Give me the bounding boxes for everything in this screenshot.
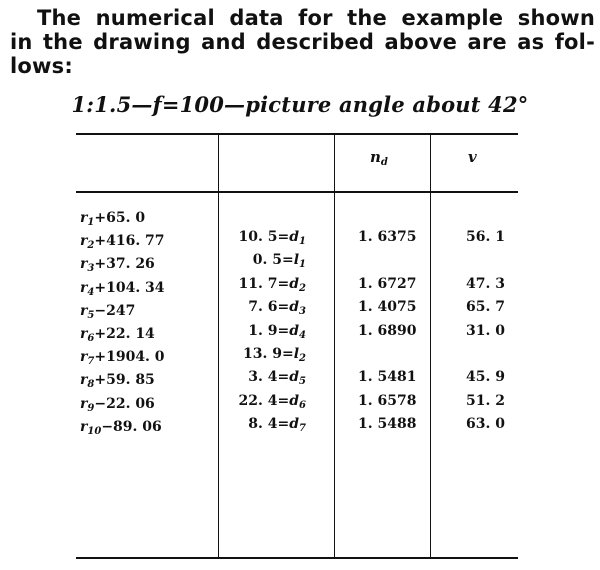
abbe-number-cell: 31. 0	[466, 322, 505, 339]
spacing-symbol: $d_4$	[289, 322, 306, 341]
radius-value: +416. 77	[94, 233, 165, 250]
spacing-subscript: 5	[299, 376, 306, 388]
spacing-value: 13. 9=	[243, 346, 294, 362]
radius-symbol: $r_9$	[80, 395, 95, 414]
header-refractive-index	[370, 148, 388, 166]
abbe-number-cell: 47. 3	[466, 275, 505, 292]
spacing-subscript: 2	[299, 353, 306, 364]
radius-symbol: $r_7$	[80, 349, 95, 368]
refractive-index-cell: 1. 4075	[358, 299, 417, 316]
radius-subscript: 7	[87, 356, 95, 368]
spacing-value: 7. 6=	[248, 299, 290, 316]
radius-symbol: $r_2$	[80, 233, 95, 252]
header-bottom-rule	[76, 191, 518, 193]
spacing-symbol: $l_2$	[293, 346, 306, 364]
radius-cell	[80, 210, 145, 226]
abbe-number-cell: 65. 7	[466, 299, 505, 316]
radius-value: +104. 34	[94, 279, 165, 296]
refractive-index-cell: 1. 5488	[358, 416, 417, 433]
spacing-cell	[238, 323, 306, 339]
spacing-value: 10. 5=	[238, 229, 290, 245]
intro-paragraph	[10, 6, 595, 78]
radius-symbol: $r_3$	[80, 256, 95, 275]
radius-subscript: 10	[87, 425, 102, 437]
spacing-value: 3. 4=	[248, 369, 290, 386]
radius-symbol: $r_4$	[80, 279, 95, 298]
radius-value: +37. 26	[94, 256, 155, 273]
column-divider	[334, 133, 335, 558]
spacing-symbol: $d_3$	[289, 299, 306, 318]
radius-symbol: $r_1$	[80, 210, 95, 228]
radius-value: −89. 06	[101, 418, 162, 435]
spacing-subscript: 3	[299, 306, 306, 318]
spacing-subscript: 1	[299, 259, 306, 271]
abbe-number-cell: 63. 0	[466, 416, 505, 433]
radius-subscript: 8	[87, 379, 95, 391]
radius-cell	[80, 372, 155, 391]
spacing-subscript: 6	[299, 399, 306, 411]
radius-subscript: 4	[87, 286, 95, 298]
refractive-index-cell: 1. 6375	[358, 229, 417, 245]
table-caption: 1:1.5—f=100—picture angle about 42°	[71, 92, 529, 117]
radius-value: −22. 06	[94, 395, 155, 412]
abbe-number-cell: 56. 1	[466, 229, 505, 245]
spacing-cell	[238, 229, 306, 245]
header-nd-symbol: $n_d$	[370, 148, 388, 168]
table-top-rule	[76, 133, 518, 135]
radius-symbol: $r_8$	[80, 372, 95, 391]
spacing-symbol: $d_5$	[289, 369, 306, 388]
spacing-symbol: $d_1$	[289, 229, 306, 247]
radius-value: +1904. 0	[94, 349, 165, 366]
radius-value: +59. 85	[94, 372, 155, 389]
spacing-subscript: 7	[299, 423, 306, 435]
radius-cell	[80, 256, 155, 275]
intro-line-1: The numerical data for the example shown	[37, 6, 595, 30]
radius-subscript: 6	[87, 333, 95, 344]
spacing-symbol: $l_1$	[293, 252, 306, 271]
spacing-cell	[238, 299, 306, 318]
refractive-index-cell: 1. 5481	[358, 369, 417, 386]
header-v-label: v	[468, 148, 477, 166]
spacing-cell	[238, 346, 306, 362]
radius-subscript: 3	[87, 263, 95, 275]
radius-value: +65. 0	[94, 210, 146, 226]
radius-subscript: 1	[87, 217, 95, 228]
spacing-subscript: 4	[299, 329, 306, 341]
spacing-subscript: 2	[299, 282, 306, 294]
spacing-symbol: $d_2$	[289, 275, 306, 294]
refractive-index-cell: 1. 6727	[358, 275, 417, 292]
spacing-symbol: $d_7$	[289, 416, 306, 435]
radius-cell	[80, 326, 155, 342]
radius-cell	[80, 349, 165, 368]
spacing-cell	[238, 369, 306, 388]
spacing-value: 11. 7=	[238, 275, 290, 292]
abbe-number-cell: 45. 9	[466, 369, 505, 386]
radius-cell	[80, 303, 135, 319]
column-divider	[430, 133, 431, 558]
refractive-index-cell: 1. 6578	[358, 392, 417, 409]
radius-subscript: 2	[87, 240, 95, 252]
radius-cell	[80, 419, 162, 435]
spacing-value: 1. 9=	[248, 322, 290, 339]
radius-symbol: $r_6$	[80, 326, 95, 344]
spacing-subscript: 1	[299, 236, 306, 247]
radius-cell	[80, 233, 165, 252]
spacing-value: 0. 5=	[252, 252, 294, 269]
radius-cell	[80, 396, 155, 412]
spacing-value: 8. 4=	[248, 416, 290, 433]
spacing-cell	[238, 393, 306, 409]
spacing-value: 22. 4=	[238, 392, 290, 409]
radius-value: +22. 14	[94, 326, 155, 342]
table-bottom-rule	[76, 557, 518, 559]
spacing-symbol: $d_6$	[289, 392, 306, 411]
intro-line-2: in the drawing and described above are as fol-	[10, 30, 595, 54]
radius-value: −247	[94, 302, 136, 319]
refractive-index-cell: 1. 6890	[358, 322, 417, 339]
column-divider	[218, 133, 219, 558]
header-abbe-number	[468, 148, 477, 166]
radius-subscript: 5	[87, 309, 95, 321]
spacing-cell	[238, 252, 306, 271]
radius-subscript: 9	[87, 402, 95, 414]
intro-line-3: lows:	[10, 54, 73, 78]
abbe-number-cell: 51. 2	[466, 392, 505, 409]
spacing-cell	[238, 276, 306, 292]
radius-symbol: $r_{10}$	[80, 418, 102, 437]
radius-cell	[80, 280, 165, 296]
radius-symbol: $r_5$	[80, 302, 95, 321]
header-nd-subscript: d	[380, 157, 388, 168]
spacing-cell	[238, 416, 306, 435]
